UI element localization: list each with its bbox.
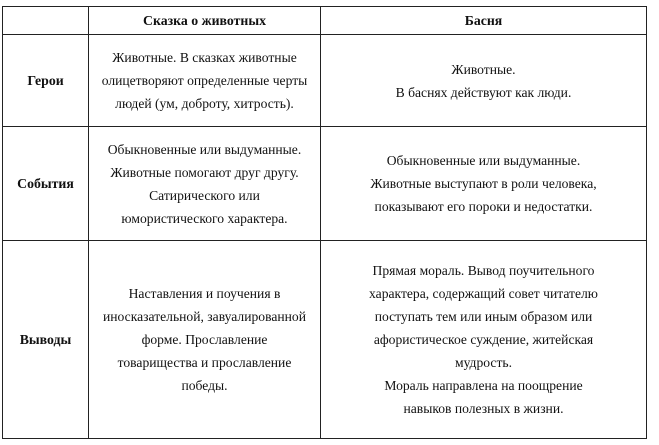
text-line: юмористического характера. — [121, 210, 288, 226]
text-line: афористическое суждение, житейская — [373, 332, 594, 347]
text-line: Наставления и поучения в — [128, 286, 281, 301]
cell-heroes-fable — [321, 35, 647, 127]
text-line: победы. — [181, 378, 228, 393]
text-line: поступать тем или иным образом или — [374, 309, 593, 324]
text-line: иносказательной, завуалированной — [103, 309, 306, 324]
cell-events-fable — [321, 127, 647, 241]
table-row-conclusions — [3, 241, 647, 439]
text-line: мудрость. — [455, 355, 512, 370]
text-line: форме. Прославление — [141, 332, 268, 347]
header-fable: Басня — [321, 7, 647, 35]
text-line: Обыкновенные или выдуманные. — [386, 153, 581, 168]
row-label-heroes: Герои — [3, 35, 89, 127]
text-line: Прямая мораль. Вывод поучительного — [372, 263, 595, 278]
text-line: Животные помогают друг другу. — [110, 164, 299, 180]
row-label-events: События — [3, 127, 89, 241]
text-line: навыков полезных в жизни. — [403, 401, 564, 416]
text-line: Мораль направлена на поощрение — [384, 378, 583, 393]
text-line: олицетворяют определенные черты — [101, 73, 308, 88]
text-line: людей (ум, доброту, хитрость). — [115, 96, 294, 111]
text-line: Обыкновенные или выдуманные. — [107, 141, 302, 157]
table-row-heroes — [3, 35, 647, 127]
table-row-events — [3, 127, 647, 241]
comparison-table — [2, 6, 647, 439]
cell-events-fairy-tale — [89, 127, 321, 241]
header-row — [3, 7, 647, 35]
text-line: Сатирического или — [149, 187, 260, 203]
text-line: Животные выступают в роли человека, — [370, 176, 597, 191]
text-line: Животные. В сказках животные — [112, 50, 297, 65]
cell-conclusions-fable — [321, 241, 647, 439]
cell-heroes-fairy-tale — [89, 35, 321, 127]
text-line: В баснях действуют как люди. — [395, 84, 572, 100]
text-line: показывают его пороки и недостатки. — [374, 199, 593, 214]
header-fairy-tale: Сказка о животных — [89, 7, 321, 35]
cell-conclusions-fairy-tale — [89, 241, 321, 439]
text-line: товарищества и прославление — [117, 355, 292, 370]
text-line: Животные. — [451, 61, 516, 77]
header-empty-cell — [3, 7, 89, 35]
row-label-conclusions: Выводы — [3, 241, 89, 439]
text-line: характера, содержащий совет читателю — [369, 286, 598, 301]
